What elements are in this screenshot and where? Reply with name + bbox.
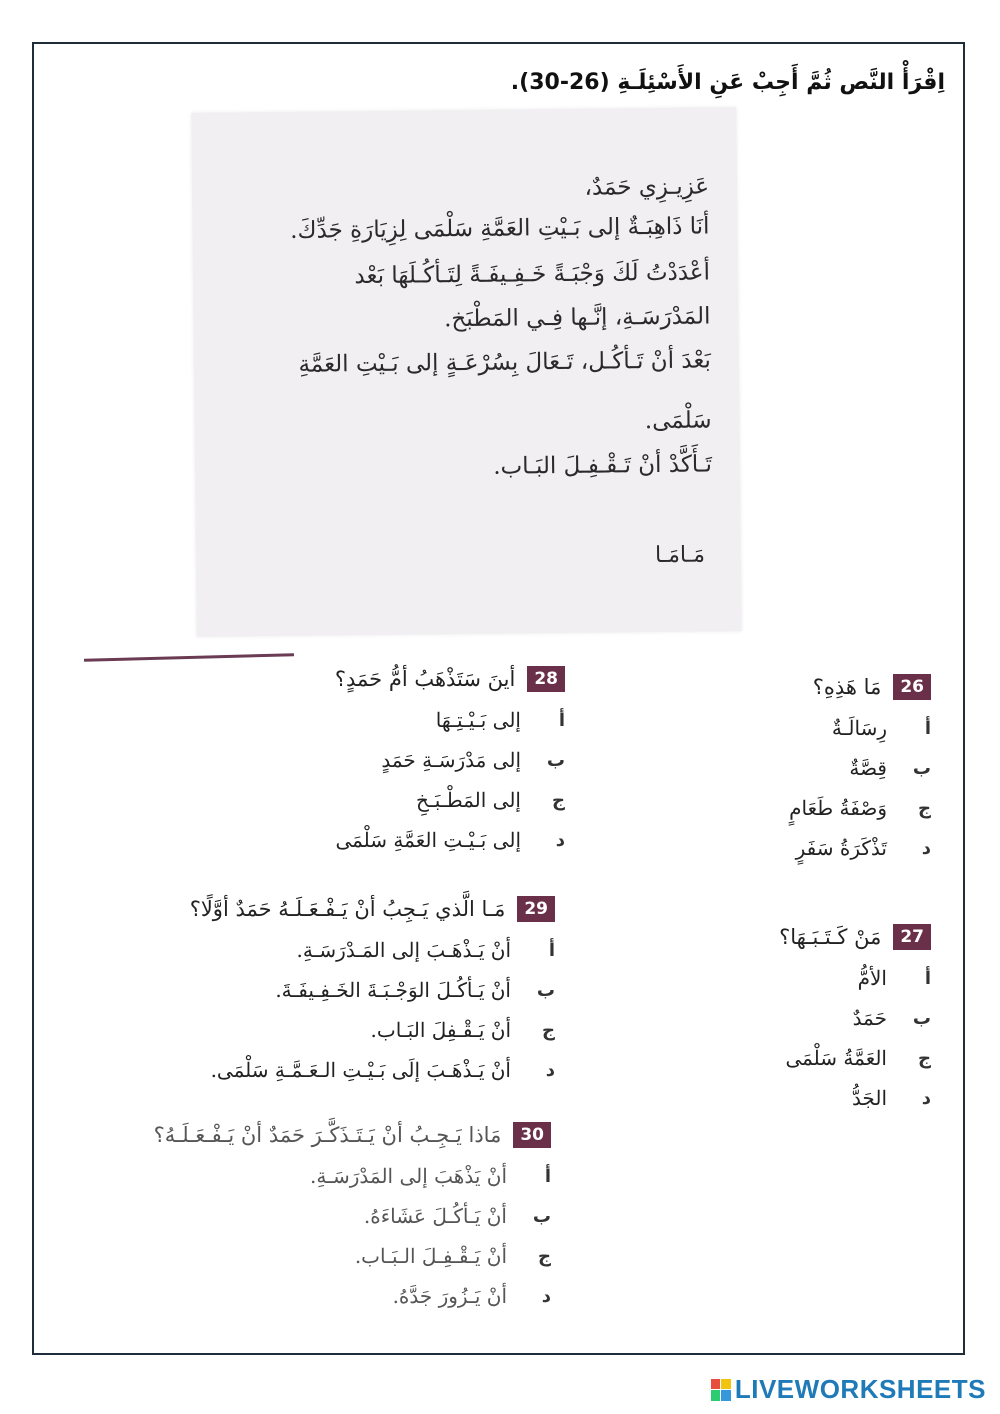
option-text: إلى مَدْرَسَـةِ حَمَدٍ (381, 748, 521, 772)
liveworksheets-logo[interactable] (711, 1374, 986, 1405)
option-letter: ج (918, 797, 931, 819)
section-divider (84, 653, 294, 661)
option-text: وَصْفَةُ طَعَامٍ (789, 796, 887, 820)
option-letter: أ (548, 939, 555, 961)
logo-icon (711, 1379, 731, 1401)
question-30 (154, 1122, 551, 1308)
option-c[interactable] (154, 1244, 551, 1268)
reading-passage (191, 107, 741, 637)
option-d[interactable] (789, 836, 931, 860)
option-letter: أ (924, 717, 931, 739)
question-number: 28 (527, 666, 565, 692)
option-c[interactable] (779, 1046, 931, 1070)
option-letter: د (541, 1285, 551, 1307)
option-text: أنْ يَذْهَبَ إلى المَدْرَسَـةِ. (310, 1164, 507, 1188)
option-text: أنْ يَـزُورَ جَدَّهُ. (392, 1284, 507, 1308)
option-b[interactable] (335, 748, 565, 772)
question-text: مَا هَذِهِ؟ (812, 675, 882, 699)
option-c[interactable] (789, 796, 931, 820)
option-a[interactable] (154, 1164, 551, 1188)
option-text: رِسَالَـةٌ (831, 716, 887, 740)
option-letter: د (545, 1059, 555, 1081)
option-letter: أ (558, 709, 565, 731)
passage-line: عَزِيـزِي حَمَدٌ، (584, 173, 710, 201)
question-number: 26 (893, 674, 931, 700)
passage-line: أعْدَدْتُ لَكَ وَجْبَـةً خَـفِـيفَـةً لِتَـأكُـلَهَا بَعْد (354, 259, 711, 290)
option-text: إلى بَـيْـتِـهَا (435, 708, 521, 732)
question-text: مَاذا يَـجِـبُ أنْ يَـتَـذَكَّـرَ حَمَدٌ أنْ يَـفْـعَـلَـهُ؟ (153, 1123, 502, 1147)
option-letter: د (555, 829, 565, 851)
option-b[interactable] (190, 978, 555, 1002)
option-letter: د (921, 837, 931, 859)
option-letter: ب (536, 979, 555, 1001)
logo-text: LIVEWORKSHEETS (734, 1374, 986, 1404)
option-letter: ج (918, 1047, 931, 1069)
instruction-heading: اِقْرَأْ النَّص ثُمَّ أَجِبْ عَنِ الأَسْئِلَـةِ (26-30). (510, 70, 945, 95)
passage-line: أنَا ذَاهِبَـةٌ إلى بَـيْتِ العَمَّةِ سَلْمَى لِزِيَارَةِ جَدِّكَ. (290, 213, 710, 244)
option-text: أنْ يَـذْهَـبَ إلَى بَـيْـتِ الـعَـمَّـةِ سَلْمَى. (210, 1058, 511, 1082)
option-d[interactable] (154, 1284, 551, 1308)
option-d[interactable] (190, 1058, 555, 1082)
passage-line: سَلْمَى. (644, 407, 712, 435)
option-a[interactable] (190, 938, 555, 962)
option-letter: ج (542, 1019, 555, 1041)
option-text: إلى بَـيْـتِ العَمَّةِ سَلْمَى (335, 828, 521, 852)
option-b[interactable] (789, 756, 931, 780)
question-number: 29 (517, 896, 555, 922)
passage-line: تَـأَكَّدْ أنْ تَـقْـفِـلَ البَـاب. (493, 451, 713, 480)
option-letter: ب (912, 757, 931, 779)
option-letter: أ (544, 1165, 551, 1187)
question-text: مَـا الَّذي يَـجِبُ أنْ يَـفْـعَـلَـهُ حَمَدٌ أوَّلًا؟ (189, 897, 506, 921)
option-text: إلى المَطْـبَـخِ (416, 788, 521, 812)
option-text: تَذْكَرَةُ سَفَرٍ (795, 836, 887, 860)
option-text: حَمَدٌ (852, 1006, 887, 1030)
question-28 (335, 666, 565, 852)
option-letter: أ (924, 967, 931, 989)
option-text: أنْ يَـقْـفِلَ البَـاب. (370, 1018, 511, 1042)
option-letter: ب (532, 1205, 551, 1227)
option-a[interactable] (335, 708, 565, 732)
option-c[interactable] (335, 788, 565, 812)
question-number: 27 (893, 924, 931, 950)
question-number: 30 (513, 1122, 551, 1148)
option-b[interactable] (154, 1204, 551, 1228)
question-text: أينَ سَتَذْهَبُ أمُّ حَمَدٍ؟ (334, 667, 516, 691)
option-text: أنْ يَـقْـفِـلَ الـبَـاب. (354, 1244, 507, 1268)
worksheet-frame (32, 42, 965, 1355)
option-letter: ج (538, 1245, 551, 1267)
option-text: أنْ يَـأكُـلَ الوَجْـبَـةَ الخَـفِـيفَـةَ. (275, 978, 511, 1002)
question-29 (190, 896, 555, 1082)
passage-line: بَعْدَ أنْ تَـأكُـل، تَـعَالَ بِسُرْعَـةٍ إلى بَـيْتِ العَمَّةِ (298, 347, 712, 378)
option-text: أنْ يَـذْهَـبَ إلى المَـدْرَسَـةِ. (296, 938, 511, 962)
option-text: قِصَّةٌ (849, 756, 887, 780)
option-c[interactable] (190, 1018, 555, 1042)
option-b[interactable] (779, 1006, 931, 1030)
option-a[interactable] (779, 966, 931, 990)
option-text: أنْ يَـأكُـلَ عَشَاءَهُ. (363, 1204, 507, 1228)
option-letter: د (921, 1087, 931, 1109)
option-letter: ب (912, 1007, 931, 1029)
option-d[interactable] (779, 1086, 931, 1110)
question-26 (789, 674, 931, 860)
option-a[interactable] (789, 716, 931, 740)
option-letter: ب (546, 749, 565, 771)
option-text: الأمُّ (857, 966, 887, 990)
option-letter: ج (552, 789, 565, 811)
passage-line: المَدْرَسَـةِ، إنَّـها فِـي المَطْبَخ. (444, 303, 711, 333)
option-text: العَمَّةُ سَلْمَى (785, 1046, 887, 1070)
option-text: الجَدُّ (851, 1086, 887, 1110)
option-d[interactable] (335, 828, 565, 852)
passage-signature: مَـامَـا (654, 542, 706, 569)
question-text: مَنْ كَـتَـبَـهَا؟ (779, 925, 882, 949)
question-27 (779, 924, 931, 1110)
